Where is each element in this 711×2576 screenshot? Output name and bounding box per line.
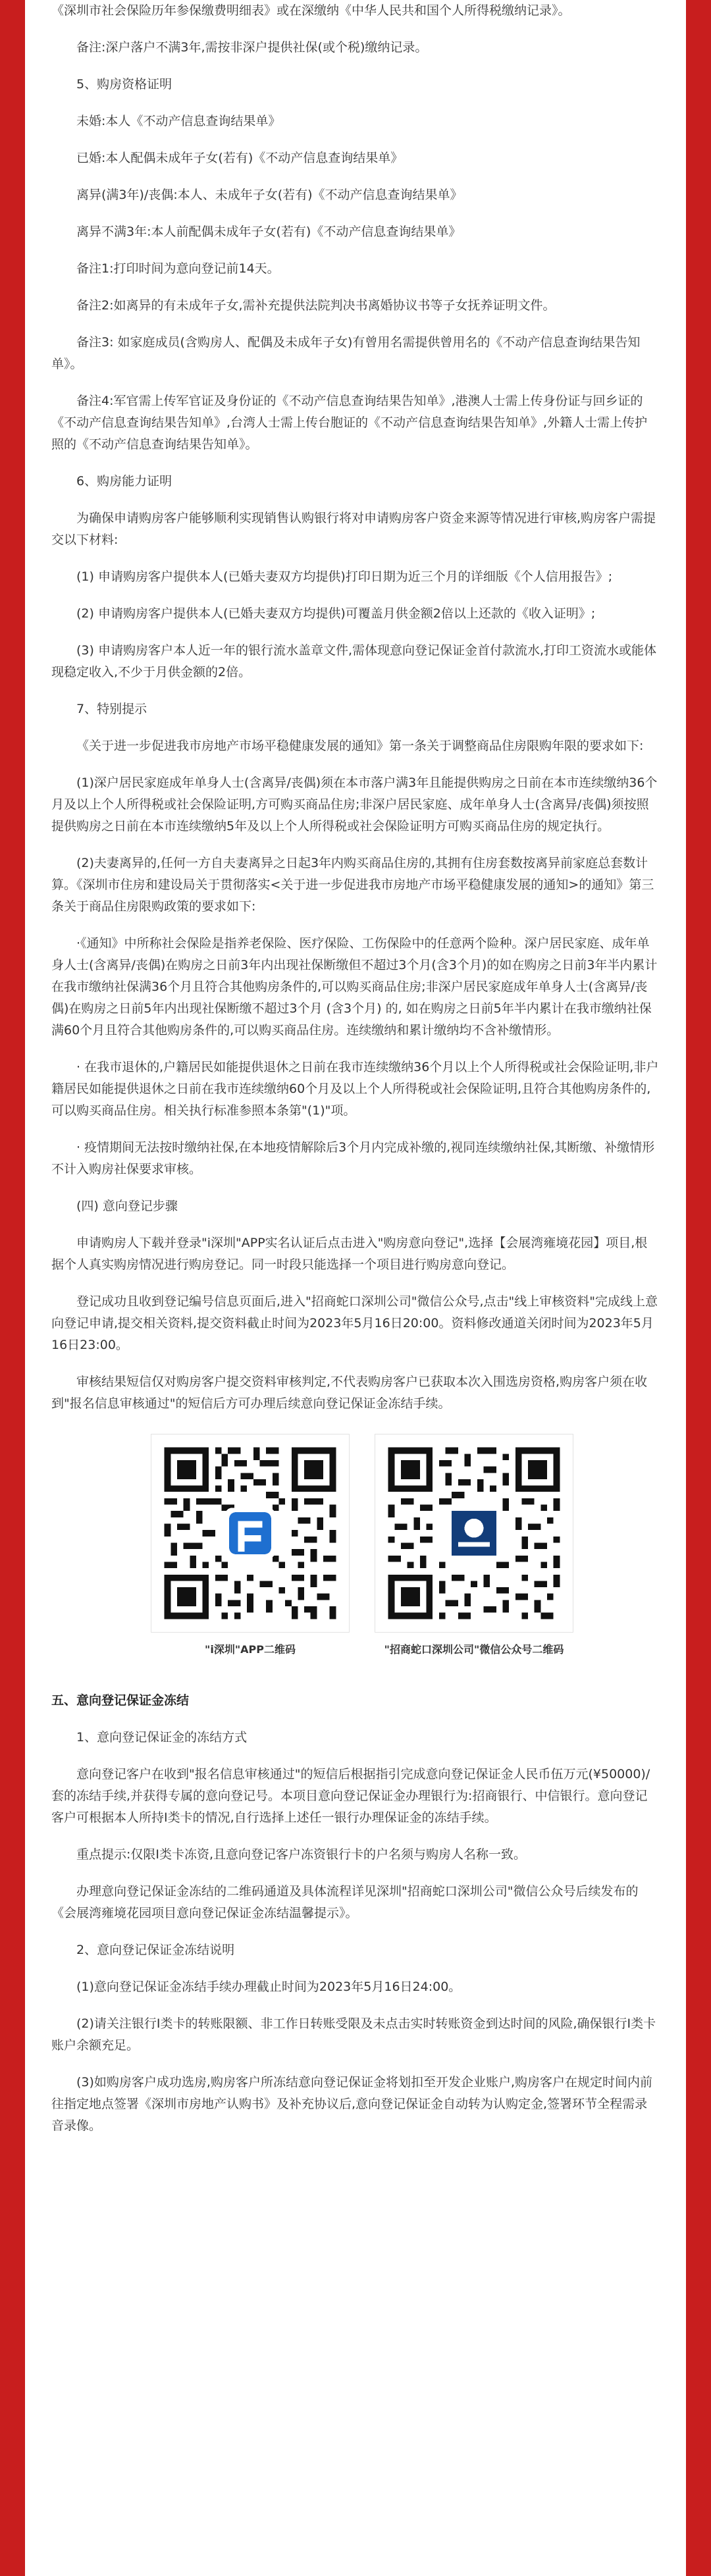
section-6-intro: 为确保申请购房客户能够顺利实现销售认购银行将对申请购房客户资金来源等情况进行审核,购房客户需提交以下材料: [51, 511, 656, 547]
freeze-1-paragraph-2: 重点提示:仅限I类卡冻资,且意向登记客户冻资银行卡的户名须与购房人名称一致。 [76, 1847, 527, 1862]
qr-caption-ishenzhen: "i深圳"APP二维码 [205, 1643, 296, 1656]
document-paper [25, 0, 686, 2576]
freeze-2-item-1: (1)意向登记保证金冻结手续办理截止时间为2023年5月16日24:00。 [76, 1980, 461, 1994]
section-five-title: 五、意向登记保证金冻结 [51, 1693, 190, 1708]
step-4-paragraph-3: 审核结果短信仅对购房客户提交资料审核判定,不代表购房客户已获取本次入围选房资格,购房客户须在收到"报名信息审核通过"的短信后方可办理后续意向登记保证金冻结手续。 [51, 1375, 648, 1411]
qualification-divorced-short: 离异不满3年:本人前配偶未成年子女(若有)《不动产信息查询结果单》 [76, 224, 461, 239]
note-3: 备注3: 如家庭成员(含购房人、配偶及未成年子女)有曾用名需提供曾用名的《不动产信息查询结果告知单》。 [51, 335, 641, 371]
freeze-1-paragraph-1: 意向登记客户在收到"报名信息审核通过"的短信后根据指引完成意向登记保证金人民币伍万元(¥50000)/套的冻结手续,并获得专属的意向登记号。本项目意向登记保证金办理银行为:招商银行、中信银行。意向登记客户可根据本人所持I类卡的情况,自行选择上述任一银行办理保证金的冻结手续。 [51, 1767, 650, 1825]
step-4-paragraph-1: 申请购房人下载并登录"i深圳"APP实名认证后点击进入"购房意向登记",选择【会展湾雍境花园】项目,根据个人真实购房情况进行购房登记。同一时段只能选择一个项目进行购房意向登记。 [51, 1236, 648, 1272]
step-4-paragraph-2: 登记成功且收到登记编号信息页面后,进入"招商蛇口深圳公司"微信公众号,点击"线上审核资料"完成线上意向登记申请,提交相关资料,提交资料截止时间为2023年5月16日20:00。资料修改通道关闭时间为2023年5月16日23:00。 [51, 1294, 658, 1352]
freeze-1-paragraph-3: 办理意向登记保证金冻结的二维码通道及具体流程详见深圳"招商蛇口深圳公司"微信公众号后续发布的《会展湾雍境花园项目意向登记保证金冻结温馨提示》。 [51, 1884, 639, 1920]
section-7-title: 7、特别提示 [76, 702, 147, 716]
note-4: 备注4:军官需上传军官证及身份证的《不动产信息查询结果告知单》,港澳人士需上传身份证与回乡证的《不动产信息查询结果告知单》,台湾人士需上传台胞证的《不动产信息查询结果告知单》,外籍人士需上传护照的《不动产信息查询结果告知单》。 [51, 394, 648, 452]
section-7-intro: 《关于进一步促进我市房地产市场平稳健康发展的通知》第一条关于调整商品住房限购年限的要求如下: [76, 739, 644, 753]
section-6-item-2: (2) 申请购房客户提供本人(已婚夫妻双方均提供)可覆盖月供金额2倍以上还款的《收入证明》; [76, 606, 596, 621]
step-4-title: (四) 意向登记步骤 [76, 1199, 178, 1213]
section-6-item-1: (1) 申请购房客户提供本人(已婚夫妻双方均提供)打印日期为近三个月的详细版《个人信用报告》; [76, 569, 613, 584]
section-7-bullet-3: · 疫情期间无法按时缴纳社保,在本地疫情解除后3个月内完成补缴的,视同连续缴纳社保,其断缴、补缴情形不计入购房社保要求审核。 [51, 1140, 655, 1176]
social-insurance-line: 《深圳市社会保险历年参保缴费明细表》或在深缴纳《中华人民共和国个人所得税缴纳记录》。 [51, 3, 571, 18]
section-7-item-2: (2)夫妻离异的,任何一方自夫妻离异之日起3年内购买商品住房的,其拥有住房套数按离异前家庭总套数计算。《深圳市住房和建设局关于贯彻落实<关于进一步促进我市房地产市场平稳健康发展的通知>的通知》第三条关于商品住房限购政策的要求如下: [51, 856, 654, 914]
qr-code-ishenzhen-app [151, 1434, 349, 1632]
qualification-married: 已婚:本人配偶未成年子女(若有)《不动产信息查询结果单》 [76, 151, 404, 165]
note-2: 备注2:如离异的有未成年子女,需补充提供法院判决书离婚协议书等子女抚养证明文件。 [76, 298, 556, 313]
qr-code-merchants-wechat [375, 1434, 573, 1632]
freeze-1-title: 1、意向登记保证金的冻结方式 [76, 1730, 248, 1745]
freeze-2-item-3: (3)如购房客户成功选房,购房客户所冻结意向登记保证金将划扣至开发企业账户,购房客户在规定时间内前往指定地点签署《深圳市房地产认购书》及补充协议后,意向登记保证金自动转为认购定金,签署环节全程需录音录像。 [51, 2075, 652, 2133]
freeze-2-item-2: (2)请关注银行Ⅰ类卡的转账限额、非工作日转账受限及未点击实时转账资金到达时间的风险,确保银行Ⅰ类卡账户余额充足。 [51, 2016, 656, 2053]
section-7-item-1: (1)深户居民家庭成年单身人士(含离异/丧偶)须在本市落户满3年且能提供购房之日前在本市连续缴纳36个月及以上个人所得税或社会保险证明,方可购买商品住房;非深户居民家庭、成年单身人士(含离异/丧偶)须按照提供购房之日前在本市连续缴纳5年及以上个人所得税或社会保险证明方可购买商品住房的规定执行。 [51, 775, 658, 833]
section-5-title: 5、购房资格证明 [76, 77, 172, 92]
qr-caption-merchants-shekou: "招商蛇口深圳公司"微信公众号二维码 [384, 1643, 564, 1656]
qr-card-ishenzhen [151, 1434, 349, 1690]
qr-code-row [51, 1434, 660, 1690]
note-non-hukou: 备注:深户落户不满3年,需按非深户提供社保(或个税)缴纳记录。 [76, 40, 428, 55]
qualification-unmarried: 未婚:本人《不动产信息查询结果单》 [76, 114, 281, 128]
qr-code-icon [382, 1441, 566, 1625]
note-1: 备注1:打印时间为意向登记前14天。 [76, 261, 280, 276]
section-7-bullet-1: ·《通知》中所称社会保险是指养老保险、医疗保险、工伤保险中的任意两个险种。深户居民家庭、成年单身人士(含离异/丧偶)在购房之日前3年内出现社保断缴但不超过3个月(含3个月)的如在购房之日前3年半内累计在我市缴纳社保满36个月且符合其他购房条件的,可以购买商品住房;非深户居民家庭成年单身人士(含离异/丧偶)在购房之日前5年内出现社保断缴不超过3个月 (含3个月) 的, 如在购房之日前5年半内累计在我市缴纳社保满60个月且符合其他购房条件的,可以购买商品住房。连续缴纳和累计缴纳均不含补缴情形。 [51, 936, 658, 1038]
section-7-bullet-2: · 在我市退休的,户籍居民如能提供退休之日前在我市连续缴纳36个月以上个人所得税或社会保险证明,非户籍居民如能提供退休之日前在我市连续缴纳60个月及以上个人所得税或社会保险证明,且符合其他购房条件的,可以购买商品住房。相关执行标准参照本条第"(1)"项。 [51, 1060, 659, 1118]
qr-card-merchants-shekou [375, 1434, 573, 1690]
qualification-divorced-full: 离异(满3年)/丧偶:本人、未成年子女(若有)《不动产信息查询结果单》 [76, 188, 463, 202]
section-6-title: 6、购房能力证明 [76, 474, 172, 488]
freeze-2-title: 2、意向登记保证金冻结说明 [76, 1943, 235, 1957]
qr-code-icon [158, 1441, 342, 1625]
section-6-item-3: (3) 申请购房客户本人近一年的银行流水盖章文件,需体现意向登记保证金首付款流水,打印工资流水或能体现稳定收入,不少于月供金额的2倍。 [51, 643, 657, 679]
